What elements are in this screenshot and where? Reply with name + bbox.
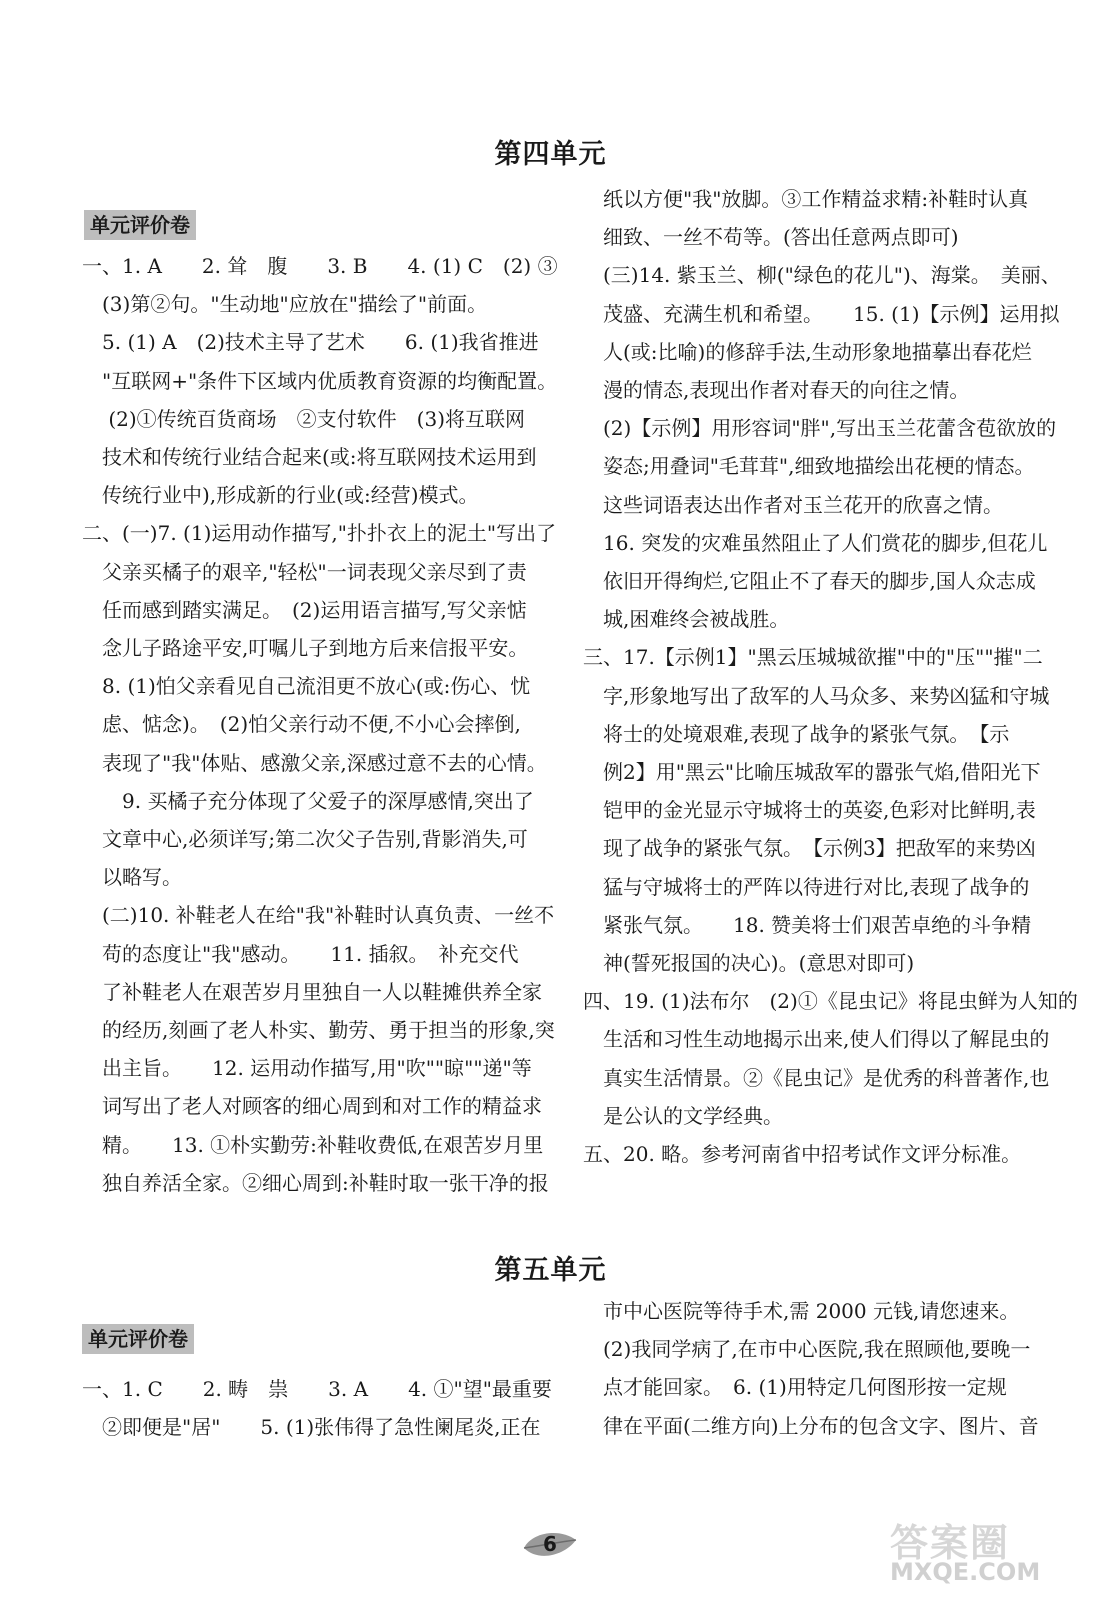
unit4-left-column [82, 253, 560, 1213]
text-line: 生活和习性生动地揭示出来,使人们得以了解昆虫的 [583, 1027, 1050, 1052]
text-line: 律在平面(二维方向)上分布的包含文字、图片、音 [583, 1413, 1039, 1438]
text-line: (二)10. 补鞋老人在给"我"补鞋时认真负责、一丝不 [82, 903, 555, 928]
text-line: 16. 突发的灾难虽然阻止了人们赏花的脚步,但花儿 [583, 530, 1048, 555]
text-line: 纸以方便"我"放脚。③工作精益求精:补鞋时认真 [583, 187, 1029, 211]
text-line: 9. 买橘子充分体现了父爱子的深厚感情,突出了 [82, 788, 534, 813]
page-number: 6 [543, 1532, 557, 1556]
text-line: 神(誓死报国的决心)。(意思对即可) [583, 951, 915, 975]
text-line: 城,困难终会被战胜。 [583, 607, 790, 632]
text-line: 独自养活全家。②细心周到:补鞋时取一张干净的报 [82, 1170, 549, 1195]
text-line: 虑、惦念)。 (2)怕父亲行动不便,不小心会摔倒, [82, 712, 521, 737]
text-line: 词写出了老人对顾客的细心周到和对工作的精益求 [82, 1094, 542, 1119]
text-line: 字,形象地写出了敌军的人马众多、来势凶猛和守城 [583, 683, 1050, 708]
watermark [870, 1510, 1090, 1590]
unit4-right-column [583, 186, 1078, 1186]
watermark-text: 答案圈 [890, 1521, 1011, 1565]
text-line: (三)14. 紫玉兰、柳("绿色的花儿")、海棠。 美丽、 [583, 263, 1061, 288]
text-line: 三、17.【示例1】"黑云压城城欲摧"中的"压""摧"二 [583, 645, 1043, 670]
text-line: 例2】用"黑云"比喻压城敌军的嚣张气焰,借阳光下 [583, 760, 1041, 784]
text-line: (2)我同学病了,在市中心医院,我在照顾他,要晚一 [583, 1337, 1031, 1362]
text-line: (3)第②句。"生动地"应放在"描绘了"前面。 [82, 292, 488, 317]
text-line: 文章中心,必须详写;第二次父子告别,背影消失,可 [82, 827, 528, 851]
unit4-section-badge: 单元评价卷 [84, 210, 196, 240]
text-line: 精。 13. ①朴实勤劳:补鞋收费低,在艰苦岁月里 [82, 1132, 544, 1157]
text-line: 猛与守城将士的严阵以待进行对比,表现了战争的 [583, 874, 1030, 899]
unit5-left-column [82, 1376, 560, 1466]
text-line: 技术和传统行业结合起来(或:将互联网技术运用到 [82, 445, 537, 469]
text-line: 点才能回家。 6. (1)用特定几何图形按一定规 [583, 1375, 1007, 1400]
text-line: 父亲买橘子的艰辛,"轻松"一词表现父亲尽到了责 [82, 559, 527, 584]
text-line: 了补鞋老人在艰苦岁月里独自一人以鞋摊供养全家 [82, 979, 542, 1004]
text-line: 依旧开得绚烂,它阻止不了春天的脚步,国人众志成 [583, 569, 1036, 593]
text-line: 漫的情态,表现出作者对春天的向往之情。 [583, 378, 970, 402]
text-line: 二、(一)7. (1)运用动作描写,"扑扑衣上的泥土"写出了 [82, 521, 557, 546]
text-line: 苟的态度让"我"感动。 11. 插叙。 补充交代 [82, 941, 519, 966]
text-line: 是公认的文学经典。 [583, 1103, 783, 1128]
text-line: ②即便是"居" 5. (1)张伟得了急性阑尾炎,正在 [82, 1415, 541, 1440]
text-line: 表现了"我"体贴、感激父亲,深感过意不去的心情。 [82, 750, 547, 775]
text-line: 人(或:比喻)的修辞手法,生动形象地描摹出春花烂 [583, 339, 1032, 364]
unit5-right-column [583, 1298, 1063, 1478]
text-line: 五、20. 略。参考河南省中招考试作文评分标准。 [583, 1142, 1022, 1166]
unit5-title: 第五单元 [494, 1255, 607, 1286]
text-line: 茂盛、充满生机和希望。 15. (1)【示例】运用拟 [583, 301, 1060, 326]
unit4-title: 第四单元 [494, 139, 607, 170]
text-line: 出主旨。 12. 运用动作描写,用"吹""晾""递"等 [82, 1056, 532, 1081]
text-line: 一、1. C 2. 畴 祟 3. A 4. ①"望"最重要 [82, 1377, 552, 1401]
text-line: 姿态;用叠词"毛茸茸",细致地描绘出花梗的情态。 [583, 454, 1035, 479]
text-line: 5. (1) A (2)技术主导了艺术 6. (1)我省推进 [82, 330, 539, 355]
text-line: 这些词语表达出作者对玉兰花开的欣喜之情。 [583, 492, 1003, 517]
text-line: (2)①传统百货商场 ②支付软件 (3)将互联网 [82, 406, 526, 431]
text-line: 紧张气氛。 18. 赞美将士们艰苦卓绝的斗争精 [583, 912, 1032, 937]
text-line: "互联网+"条件下区域内优质教育资源的均衡配置。 [82, 368, 558, 393]
unit5-section-badge: 单元评价卷 [82, 1324, 194, 1354]
text-line: (2)【示例】用形容词"胖",写出玉兰花蕾含苞欲放的 [583, 416, 1057, 441]
watermark-url: MXQE.COM [890, 1558, 1041, 1586]
text-line: 的经历,刻画了老人朴实、勤劳、勇于担当的形象,突 [82, 1018, 555, 1042]
text-line: 现了战争的紧张气氛。 【示例3】把敌军的来势凶 [583, 836, 1036, 861]
text-line: 8. (1)怕父亲看见自己流泪更不放心(或:伤心、忧 [82, 674, 531, 699]
text-line: 铠甲的金光显示守城将士的英姿,色彩对比鲜明,表 [583, 798, 1036, 823]
text-line: 市中心医院等待手术,需 2000 元钱,请您速来。 [583, 1299, 1020, 1323]
text-line: 念儿子路途平安,叮嘱儿子到地方后来信报平安。 [82, 636, 529, 660]
text-line: 任而感到踏实满足。 (2)运用语言描写,写父亲惦 [82, 597, 527, 622]
text-line: 将士的处境艰难,表现了战争的紧张气氛。 【示 [583, 721, 1010, 746]
text-line: 真实生活情景。②《昆虫记》是优秀的科普著作,也 [583, 1065, 1050, 1090]
text-line: 一、1. A 2. 耸 腹 3. B 4. (1) C (2) ③ [82, 254, 558, 278]
text-line: 传统行业中),形成新的行业(或:经营)模式。 [82, 483, 479, 508]
text-line: 四、19. (1)法布尔 (2)①《昆虫记》将昆虫鲜为人知的 [583, 989, 1078, 1014]
text-line: 以略写。 [82, 865, 182, 890]
page-footer [520, 1526, 580, 1566]
text-line: 细致、一丝不苟等。(答出任意两点即可) [583, 225, 959, 250]
